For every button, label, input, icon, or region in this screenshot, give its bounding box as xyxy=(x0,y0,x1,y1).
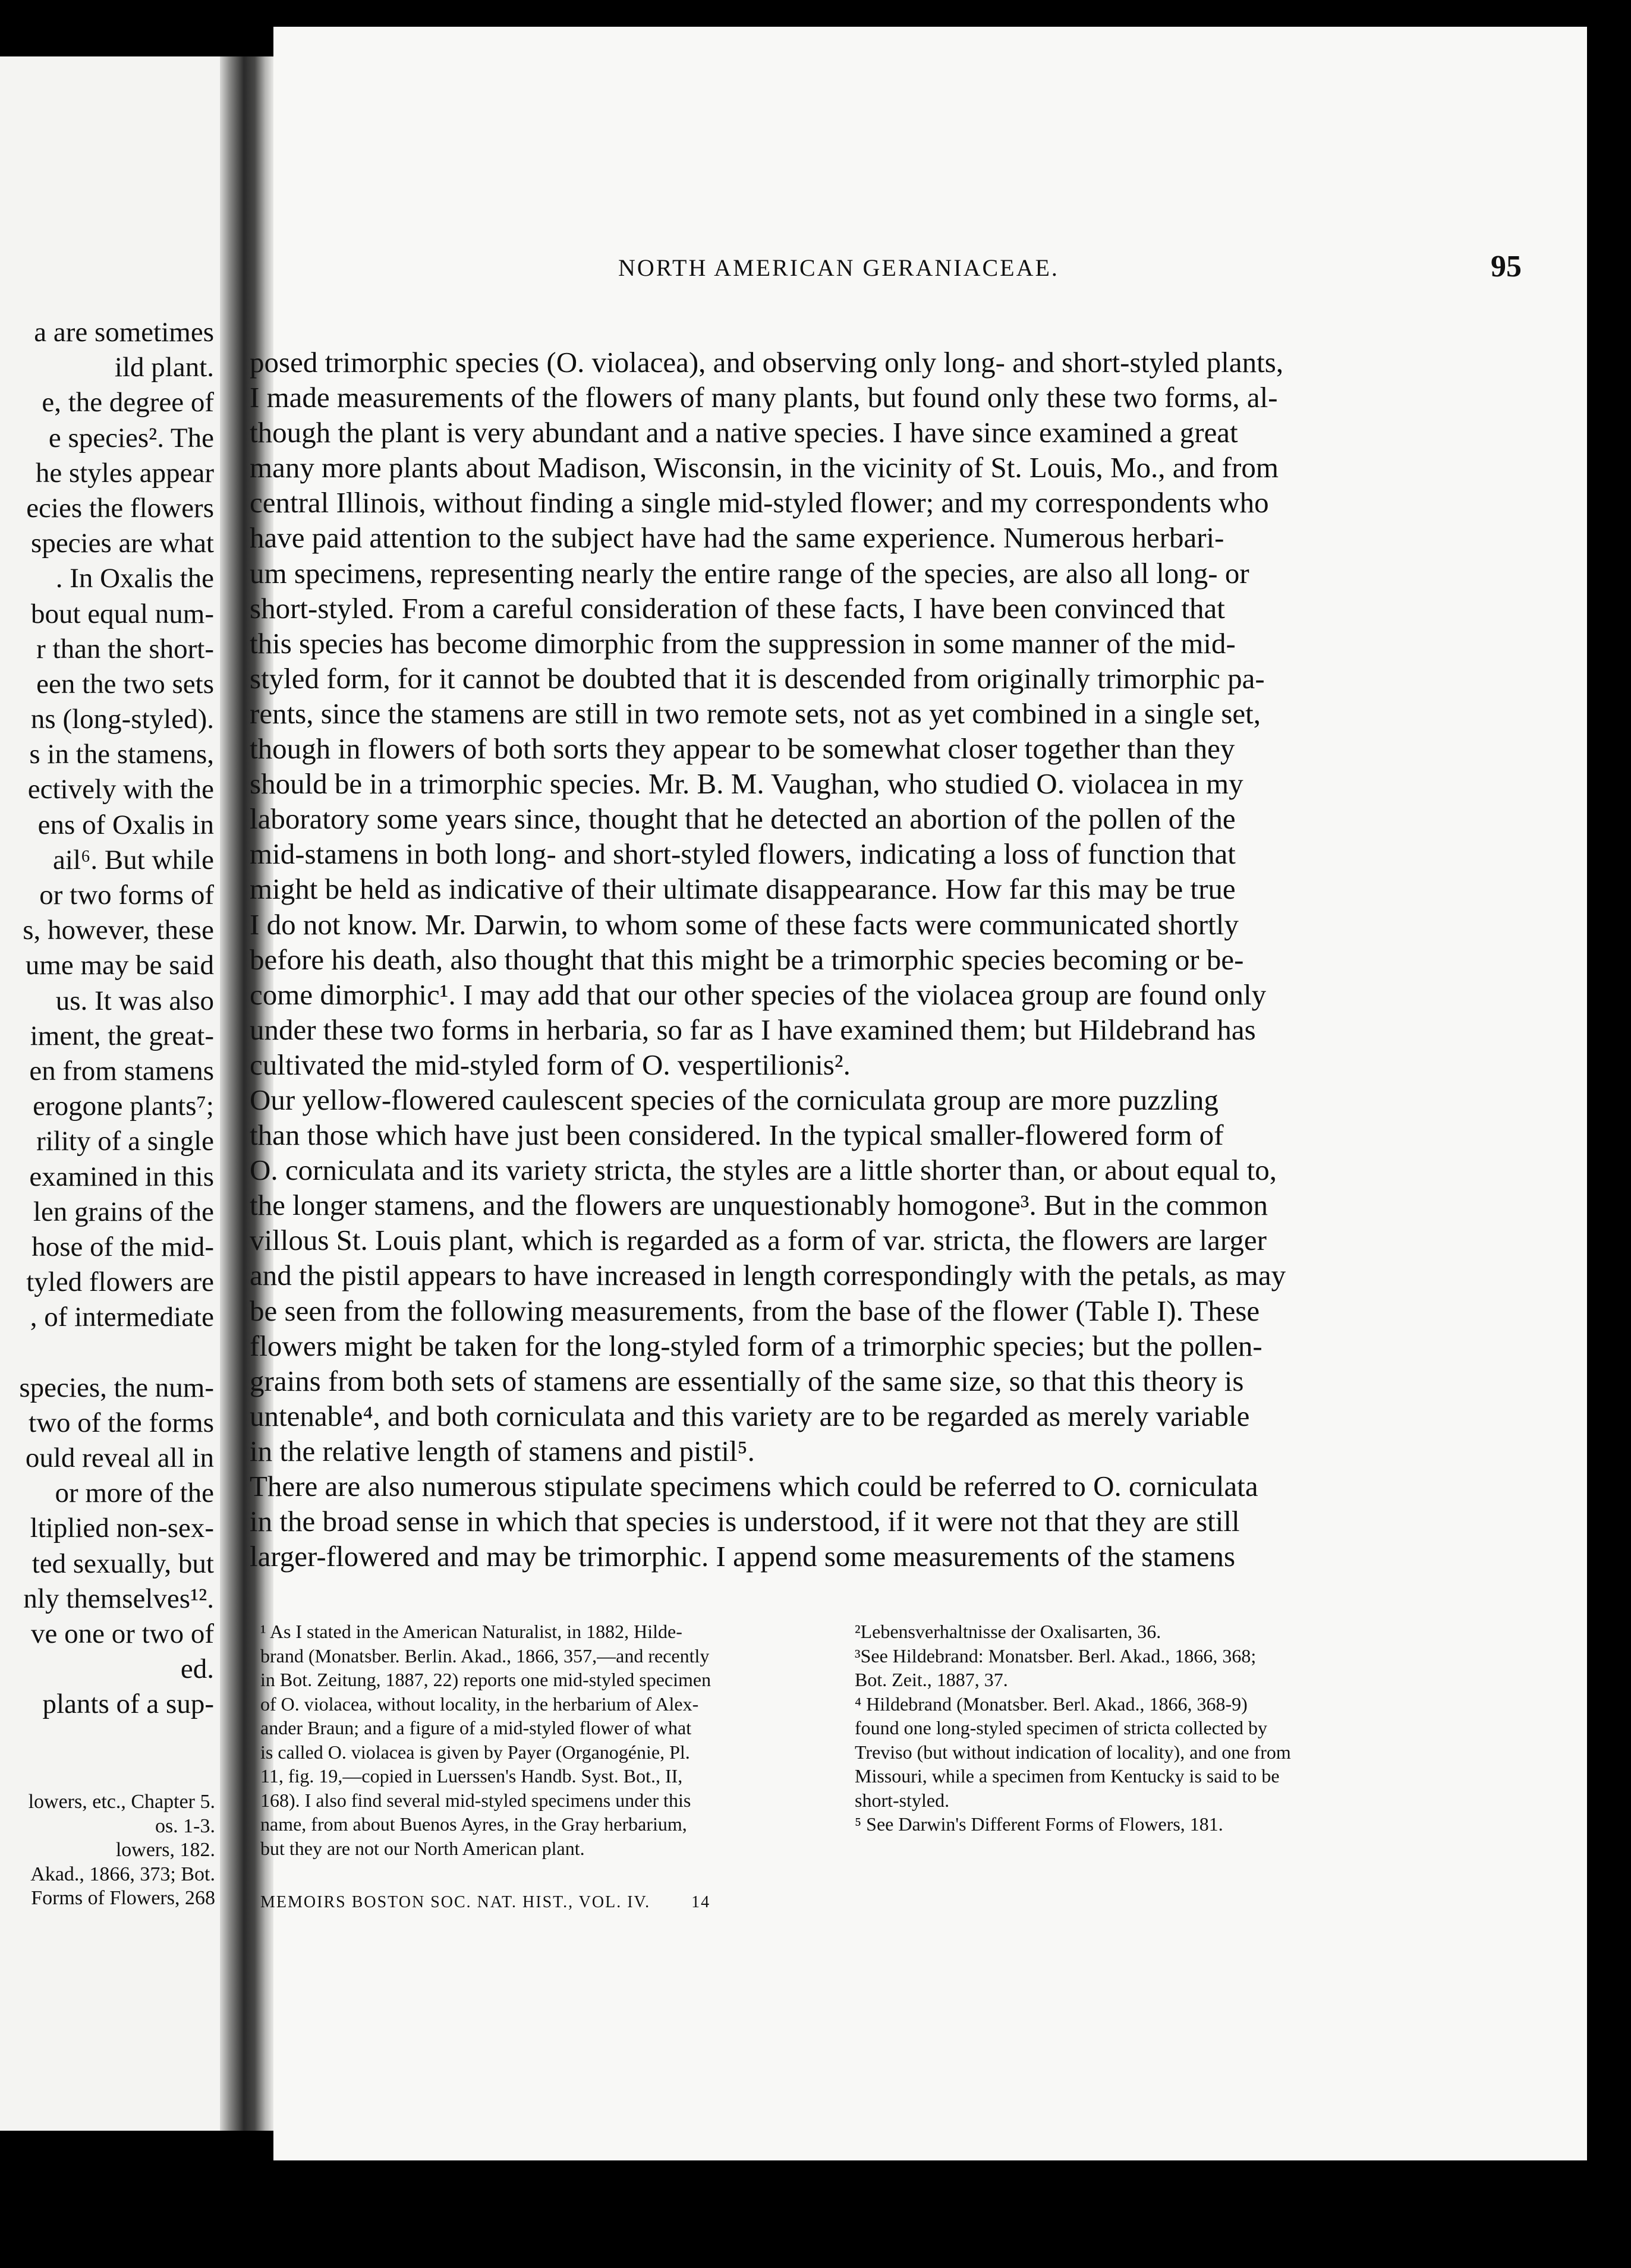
previous-page-line: r than the short- xyxy=(36,633,214,664)
previous-page-line: species, the num- xyxy=(19,1372,214,1403)
scan-border xyxy=(1587,0,1631,2268)
previous-page-line: ve one or two of xyxy=(30,1618,214,1649)
previous-page-line: bout equal num- xyxy=(30,598,214,629)
footnote-line: ³See Hildebrand: Monatsber. Berl. Akad., 1866, 368; xyxy=(855,1645,1257,1667)
body-line: have paid attention to the subject have had the same experience. Numerous herbari- xyxy=(250,521,1224,555)
previous-page-footnote-line: lowers, etc., Chapter 5. xyxy=(28,1791,215,1813)
footnote-line: but they are not our North American plant. xyxy=(260,1837,585,1859)
body-line: Our yellow-flowered caulescent species of the corniculata group are more puzzling xyxy=(250,1083,1218,1116)
body-line: um specimens, representing nearly the entire range of the species, are also all long- or xyxy=(250,556,1249,590)
footnotes-left-column xyxy=(260,1620,819,1860)
imprint-signature: 14 xyxy=(691,1893,711,1911)
footnote-line: short-styled. xyxy=(855,1789,950,1811)
body-line: I made measurements of the flowers of many plants, but found only these two forms, al- xyxy=(250,381,1278,414)
footnote-line: in Bot. Zeitung, 1887, 22) reports one mid-styled specimen xyxy=(260,1669,711,1690)
previous-page-line: iment, the great- xyxy=(30,1020,214,1051)
body-line: villous St. Louis plant, which is regarded as a form of var. stricta, the flowers are larger xyxy=(250,1224,1267,1257)
body-line: the longer stamens, and the flowers are unquestionably homogone³. But in the common xyxy=(250,1189,1268,1222)
previous-page-line: . In Oxalis the xyxy=(55,563,214,594)
previous-page-line: s, however, these xyxy=(23,915,214,946)
footnote-line: ander Braun; and a figure of a mid-styled flower of what xyxy=(260,1717,692,1738)
previous-page-line: two of the forms xyxy=(29,1407,214,1438)
body-line: flowers might be taken for the long-styled form of a trimorphic species; but the pollen- xyxy=(250,1329,1262,1362)
body-line: and the pistil appears to have increased in length correspondingly with the petals, as may xyxy=(250,1259,1286,1292)
body-line: should be in a trimorphic species. Mr. B. M. Vaughan, who studied O. violacea in my xyxy=(250,767,1243,801)
previous-page-line: ted sexually, but xyxy=(32,1548,214,1579)
body-line: styled form, for it cannot be doubted that it is descended from originally trimorphic pa- xyxy=(250,662,1265,695)
body-line: O. corniculata and its variety stricta, the styles are a little shorter than, or about equal to, xyxy=(250,1154,1277,1187)
footnote-line: is called O. violacea is given by Payer (Organogénie, Pl. xyxy=(260,1741,690,1763)
footnote-line: 168). I also find several mid-styled specimens under this xyxy=(260,1789,691,1811)
body-line: cultivated the mid-styled form of O. vespertilionis². xyxy=(250,1048,851,1081)
previous-page-line: ens of Oxalis in xyxy=(37,809,214,840)
previous-page-line: erogone plants⁷; xyxy=(33,1091,214,1122)
previous-page-line: , of intermediate xyxy=(30,1302,214,1333)
body-line: There are also numerous stipulate specimens which could be referred to O. corniculata xyxy=(250,1470,1258,1502)
body-line: before his death, also thought that this might be a trimorphic species becoming or be- xyxy=(250,943,1244,976)
previous-page-fragment xyxy=(0,56,220,2131)
imprint-journal: MEMOIRS BOSTON SOC. NAT. HIST., VOL. IV. xyxy=(260,1893,651,1911)
body-line: under these two forms in herbaria, so far as I have examined them; but Hildebrand has xyxy=(250,1013,1256,1046)
body-line: this species has become dimorphic from the suppression in some manner of the mid- xyxy=(250,626,1236,660)
footnotes-right-column xyxy=(855,1620,1467,1837)
body-line: laboratory some years since, thought that he detected an abortion of the pollen of the xyxy=(250,802,1236,836)
body-line: I do not know. Mr. Darwin, to whom some of these facts were communicated shortly xyxy=(250,908,1239,941)
page-number: 95 xyxy=(1491,250,1522,284)
previous-page-footnote-line: lowers, 182. xyxy=(115,1839,215,1861)
footnotes xyxy=(260,1620,1526,1929)
body-line: than those which have just been considered. In the typical smaller-flowered form of xyxy=(250,1119,1224,1152)
footnote-line: Missouri, while a specimen from Kentucky is said to be xyxy=(855,1765,1280,1787)
previous-page-line: ltiplied non-sex- xyxy=(30,1513,214,1544)
footnote-line: ⁵ See Darwin's Different Forms of Flowers, 181. xyxy=(855,1813,1223,1835)
previous-page-line: hose of the mid- xyxy=(32,1231,214,1262)
previous-page-line: nly themselves¹². xyxy=(23,1583,214,1614)
previous-page-line: us. It was also xyxy=(55,985,214,1016)
previous-page-line: ectively with the xyxy=(27,774,214,805)
body-line: posed trimorphic species (O. violacea), and observing only long- and short-styled plants, xyxy=(250,346,1284,379)
previous-page-line: ild plant. xyxy=(114,352,214,383)
body-line: rents, since the stamens are still in two remote sets, not as yet combined in a single set, xyxy=(250,697,1261,730)
footnote-line: found one long-styled specimen of stricta collected by xyxy=(855,1717,1268,1738)
previous-page-line: or two forms of xyxy=(39,880,214,911)
previous-page-line: ns (long-styled). xyxy=(30,704,214,735)
footnote-line: of O. violacea, without locality, in the herbarium of Alex- xyxy=(260,1693,699,1715)
previous-page-line: plants of a sup- xyxy=(42,1689,214,1720)
previous-page-line: examined in this xyxy=(29,1161,214,1192)
footnote-line: 11, fig. 19,—copied in Luerssen's Handb. Syst. Bot., II, xyxy=(260,1765,683,1787)
footnote-line: brand (Monatsber. Berlin. Akad., 1866, 357,—and recently xyxy=(260,1645,710,1667)
body-line: many more plants about Madison, Wisconsin, in the vicinity of St. Louis, Mo., and from xyxy=(250,451,1279,484)
previous-page-footnotes xyxy=(0,1789,215,1910)
body-line: central Illinois, without finding a single mid-styled flower; and my correspondents who xyxy=(250,486,1269,519)
body-text xyxy=(250,345,1516,1574)
previous-page-line xyxy=(0,1335,214,1370)
previous-page-line: en from stamens xyxy=(29,1055,214,1086)
body-line: untenable⁴, and both corniculata and this variety are to be regarded as merely variable xyxy=(250,1399,1250,1432)
page-header xyxy=(273,250,1522,289)
previous-page-line: rility of a single xyxy=(36,1126,214,1157)
previous-page-footnote-line: os. 1-3. xyxy=(155,1815,215,1837)
body-line: grains from both sets of stamens are essentially of the same size, so that this theory is xyxy=(250,1364,1244,1397)
body-line: though the plant is very abundant and a native species. I have since examined a great xyxy=(250,416,1238,449)
footnote-line: name, from about Buenos Ayres, in the Gray herbarium, xyxy=(260,1813,687,1835)
previous-page-footnote-line: Forms of Flowers, 268 xyxy=(31,1887,215,1909)
previous-page-line: species are what xyxy=(31,528,214,559)
footnote-line: Treviso (but without indication of locality), and one from xyxy=(855,1741,1291,1763)
body-line: come dimorphic¹. I may add that our other species of the violacea group are found only xyxy=(250,978,1267,1011)
previous-page-text xyxy=(0,315,214,1722)
body-line: though in flowers of both sorts they appear to be somewhat closer together than they xyxy=(250,732,1235,766)
previous-page-line: len grains of the xyxy=(33,1196,214,1227)
previous-page-line: he styles appear xyxy=(35,457,214,489)
body-line: be seen from the following measurements, from the base of the flower (Table I). These xyxy=(250,1294,1260,1327)
imprint-line xyxy=(260,1893,746,1912)
body-line: short-styled. From a careful consideration of these facts, I have been convinced that xyxy=(250,591,1225,625)
body-line: in the relative length of stamens and pistil⁵. xyxy=(250,1434,755,1467)
body-line: in the broad sense in which that species is understood, if it were not that they are still xyxy=(250,1505,1240,1538)
previous-page-line: ould reveal all in xyxy=(25,1442,214,1473)
previous-page-line: ecies the flowers xyxy=(26,492,214,524)
previous-page-line: s in the stamens, xyxy=(29,739,214,770)
body-line: might be held as indicative of their ultimate disappearance. How far this may be true xyxy=(250,872,1236,906)
running-head: NORTH AMERICAN GERANIACEAE. xyxy=(618,254,1059,281)
footnote-line: ¹ As I stated in the American Naturalist, in 1882, Hilde- xyxy=(260,1621,682,1642)
main-page xyxy=(250,27,1587,2160)
footnote-line: ²Lebensverhaltnisse der Oxalisarten, 36. xyxy=(855,1621,1161,1642)
previous-page-line: or more of the xyxy=(55,1478,214,1509)
body-line: mid-stamens in both long- and short-styled flowers, indicating a loss of function that xyxy=(250,837,1236,871)
previous-page-footnote-line: Akad., 1866, 373; Bot. xyxy=(30,1863,215,1885)
footnote-line: ⁴ Hildebrand (Monatsber. Berl. Akad., 1866, 368-9) xyxy=(855,1693,1248,1715)
previous-page-line: ail⁶. But while xyxy=(53,844,214,875)
body-line: larger-flowered and may be trimorphic. I append some measurements of the stamens xyxy=(250,1540,1236,1573)
footnote-line: Bot. Zeit., 1887, 37. xyxy=(855,1669,1008,1690)
previous-page-line: ed. xyxy=(180,1653,214,1685)
previous-page-line: tyled flowers are xyxy=(26,1267,214,1298)
previous-page-line: a are sometimes xyxy=(34,317,214,348)
previous-page-line: e, the degree of xyxy=(42,387,214,418)
previous-page-line: een the two sets xyxy=(36,668,214,700)
previous-page-line: e species². The xyxy=(48,422,214,453)
previous-page-line: ume may be said xyxy=(25,950,214,981)
